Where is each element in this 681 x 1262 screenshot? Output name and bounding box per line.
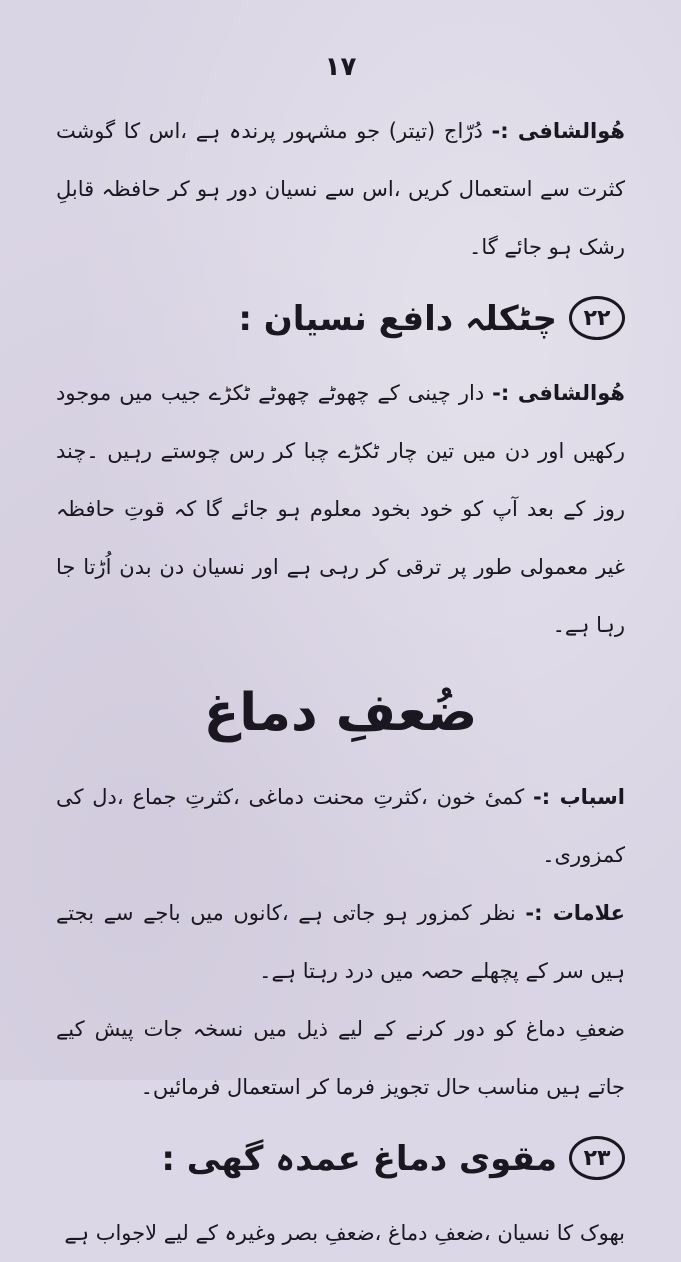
causes-lead: اسباب :- [533,785,625,809]
paragraph-22 [56,364,625,654]
heading-23 [56,1120,625,1196]
symptoms-paragraph [56,884,625,1000]
page-number: ۱۷ [324,52,357,82]
note-body: ضعفِ دماغ کو دور کرنے کے لیے ذیل میں نسخہ جات پیش کیے جاتے ہیں مناسب حال تجویز فرما کر استعمال فرمائیں۔ [56,1017,625,1099]
symptoms-body: نظر کمزور ہو جاتی ہے ،کانوں میں باجے سے بجتے ہیں سر کے پچھلے حصہ میں درد رہتا ہے۔ [56,901,625,983]
main-section-title: ضُعفِ دماغ [203,683,478,743]
heading-23-title: مقوی دماغ عمدہ گھی : [161,1138,557,1179]
paragraph-23-body: بھوک کا نسیان ،ضعفِ دماغ ،ضعفِ بصر وغیرہ کے لیے لاجواب ہے [64,1221,625,1245]
symptoms-lead: علامات :- [525,901,625,925]
heading-22 [56,280,625,356]
causes-body: کمیٔ خون ،کثرتِ محنت دماغی ،کثرتِ جماع ،دل کی کمزوری۔ [56,785,625,867]
heading-22-number-badge: ۲۲ [569,296,625,340]
intro-paragraph [56,102,625,276]
note-paragraph [56,1000,625,1116]
paragraph-22-body: دار چینی کے چھوٹے چھوٹے ٹکڑے جیب میں موجود رکھیں اور دن میں تین چار ٹکڑے چبا کر رس چوستے رہیں ۔چند روز کے بعد آپ کو خود بخود معلوم ہو جائے گا کہ قوتِ حافظہ غیر معمولی طور پر ترقی کر رہی ہے اور نسیان دن بدن اُڑتا جا رہا ہے۔ [56,381,625,637]
paragraph-23 [56,1204,625,1262]
heading-23-number-badge: ۲۳ [569,1136,625,1180]
intro-lead: ھُوالشافی :- [491,119,625,143]
causes-paragraph [56,768,625,884]
paragraph-22-lead: ھُوالشافی :- [492,381,625,405]
heading-22-title: چٹکلہ دافع نسیان : [238,298,557,339]
intro-body: دُرّاج (تیتر) جو مشہور پرندہ ہے ،اس کا گوشت کثرت سے استعمال کریں ،اس سے نسیان دور ہو کر حافظہ قابلِ رشک ہو جائے گا۔ [56,119,625,259]
